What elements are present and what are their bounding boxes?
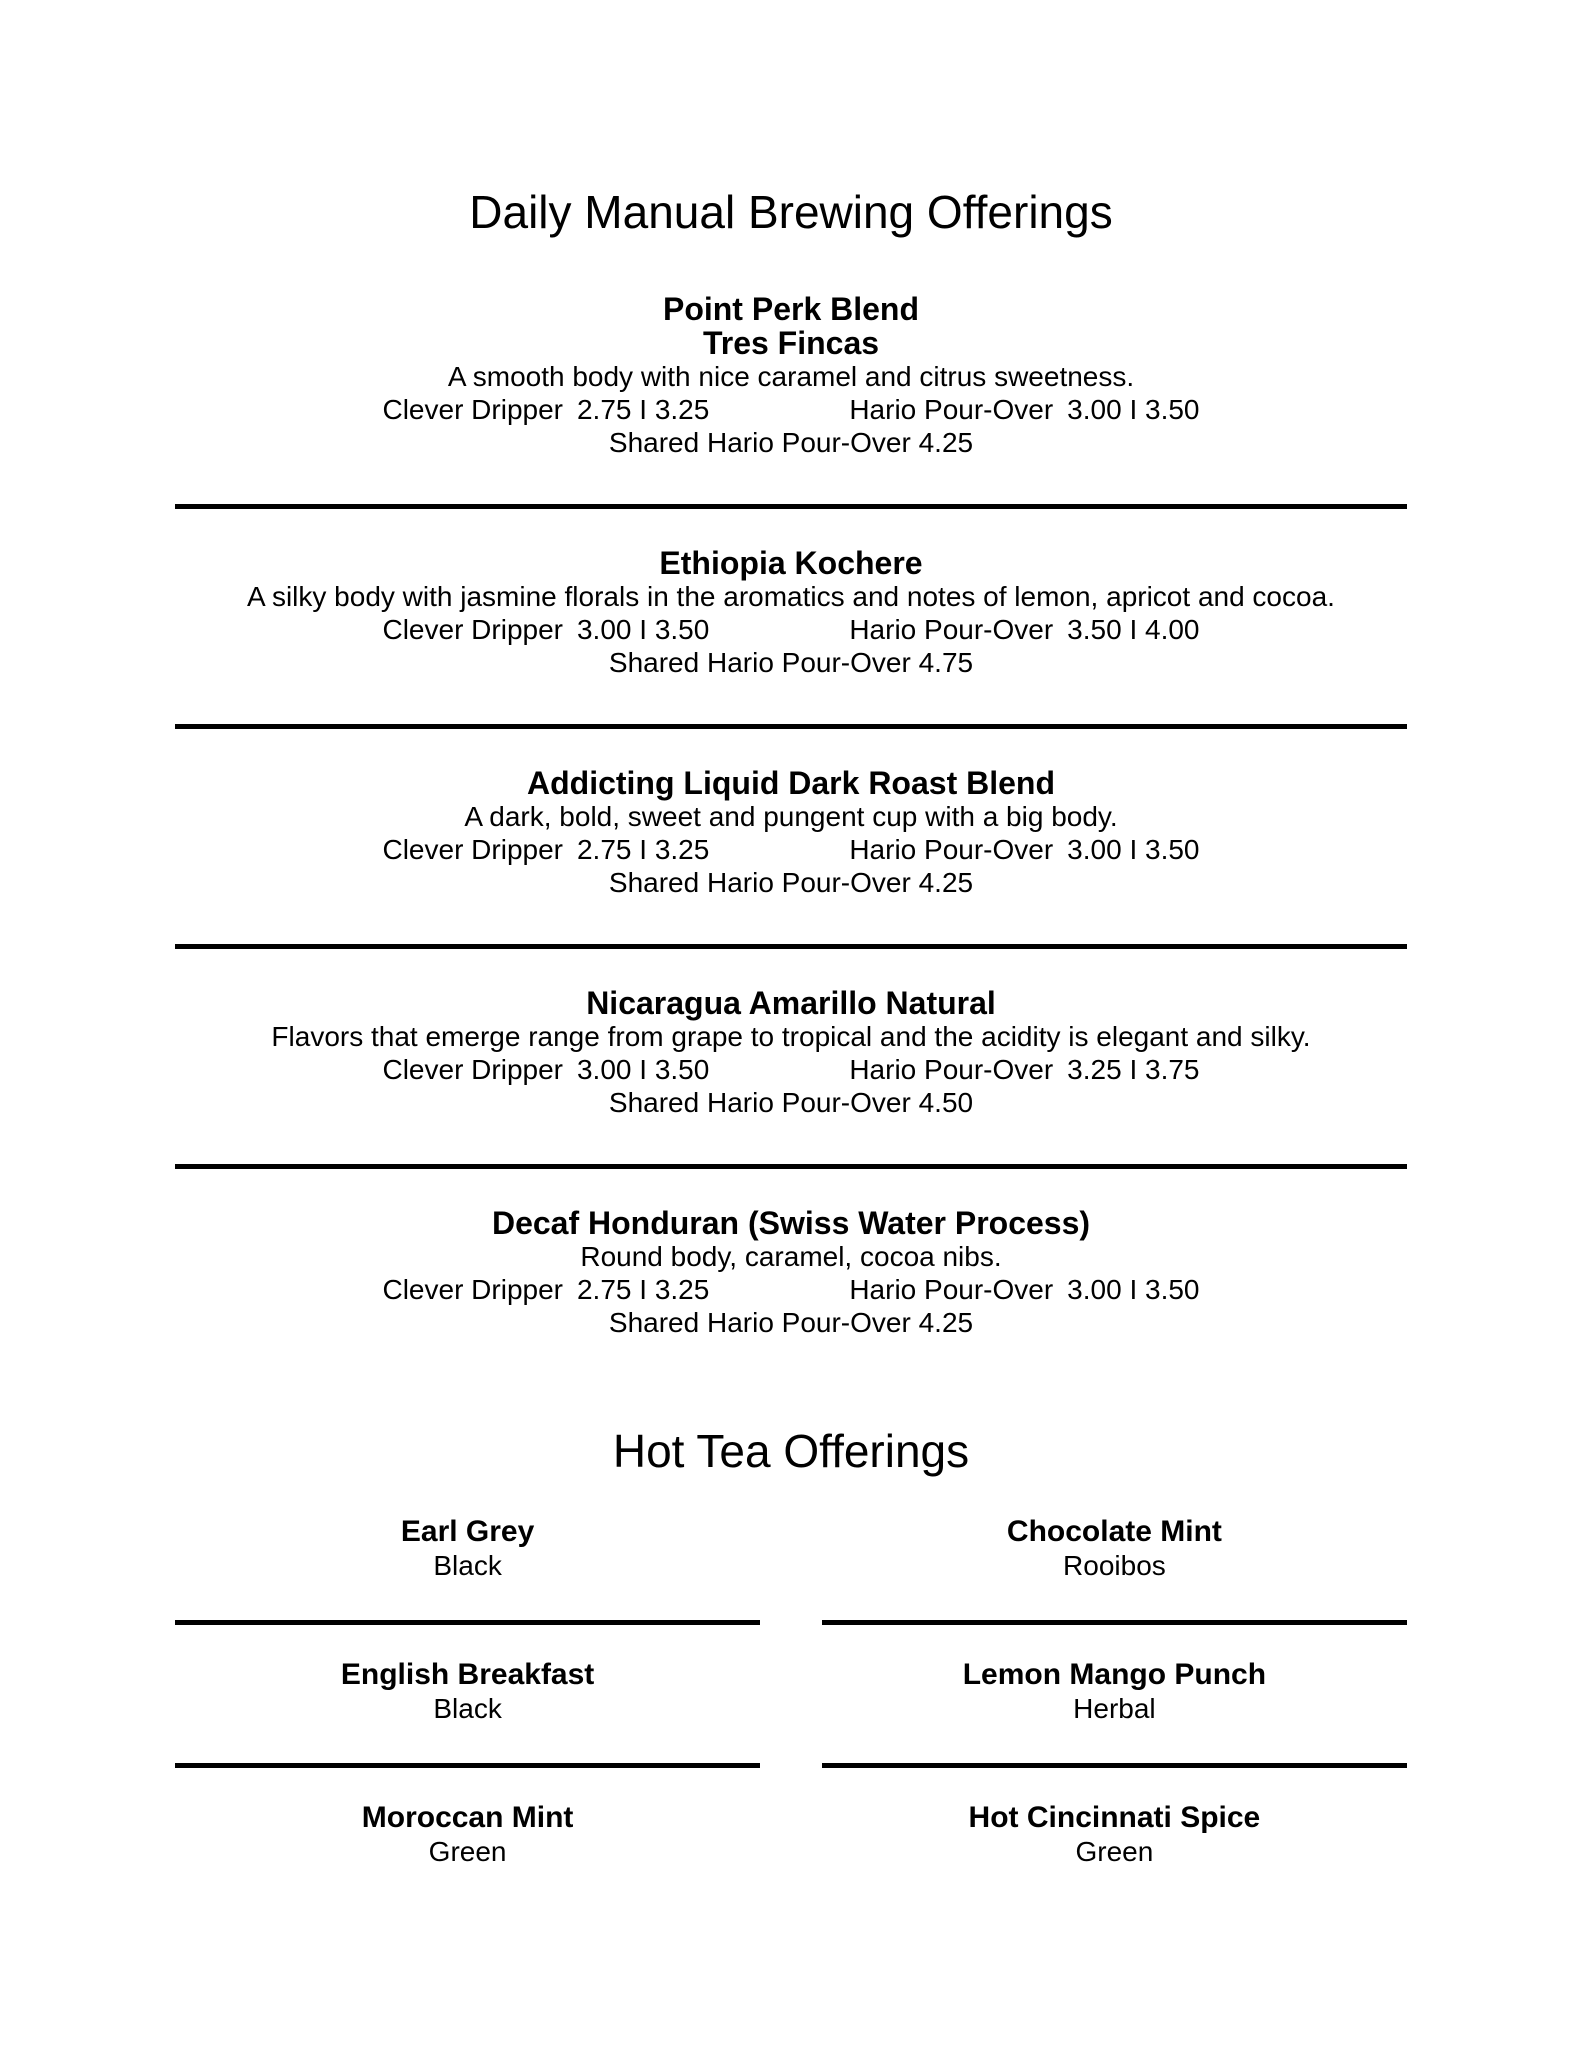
tea-type: Green xyxy=(428,1836,507,1867)
tea-divider xyxy=(175,1620,760,1625)
price-row xyxy=(175,1273,1407,1306)
price-row xyxy=(175,1053,1407,1086)
tea-type: Black xyxy=(433,1693,502,1724)
tea-name: Earl Grey xyxy=(400,1515,535,1548)
coffee-name: Nicaragua Amarillo Natural xyxy=(586,985,996,1021)
brew-method xyxy=(849,833,1199,866)
tea-name: Hot Cincinnati Spice xyxy=(968,1801,1261,1834)
tea-item xyxy=(175,1515,760,1582)
coffee-name: Decaf Honduran (Swiss Water Process) xyxy=(491,1205,1091,1241)
coffee-description: A dark, bold, sweet and pungent cup with a big body. xyxy=(464,801,1118,832)
coffee-name: Ethiopia Kochere xyxy=(659,545,923,581)
page-title: Daily Manual Brewing Offerings xyxy=(469,186,1113,238)
brew-method-label: Hario Pour-Over xyxy=(849,1274,1054,1305)
coffee-name: Addicting Liquid Dark Roast Blend xyxy=(526,765,1055,801)
section-divider xyxy=(175,504,1407,509)
tea-type: Herbal xyxy=(1073,1693,1156,1724)
tea-item xyxy=(822,1801,1407,1868)
tea-type: Rooibos xyxy=(1063,1550,1166,1581)
brew-method-price: 3.00 I 3.50 xyxy=(1067,394,1200,425)
tea-section-title: Hot Tea Offerings xyxy=(612,1425,970,1477)
tea-type: Green xyxy=(1075,1836,1154,1867)
tea-row xyxy=(175,1801,1407,1868)
brew-method-label: Hario Pour-Over xyxy=(849,1054,1054,1085)
brew-method xyxy=(382,1053,709,1086)
shared-price-line: Shared Hario Pour-Over 4.75 xyxy=(608,647,974,678)
coffee-name: Point Perk Blend xyxy=(662,291,920,327)
brew-method-price: 2.75 I 3.25 xyxy=(576,1274,710,1305)
tea-item xyxy=(822,1515,1407,1582)
coffee-section xyxy=(175,1206,1407,1339)
coffee-section xyxy=(175,292,1407,459)
tea-name: Moroccan Mint xyxy=(361,1801,574,1834)
tea-name: Lemon Mango Punch xyxy=(962,1658,1267,1691)
tea-divider xyxy=(822,1620,1407,1625)
brew-method-label: Hario Pour-Over xyxy=(849,614,1054,645)
tea-divider xyxy=(175,1763,760,1768)
brew-method-price: 2.75 I 3.25 xyxy=(576,394,710,425)
coffee-description: A smooth body with nice caramel and citrus sweetness. xyxy=(447,361,1135,392)
coffee-description: Round body, caramel, cocoa nibs. xyxy=(580,1241,1002,1272)
coffee-description: A silky body with jasmine florals in the aromatics and notes of lemon, apricot and cocoa. xyxy=(247,581,1335,612)
brew-method-price: 3.00 I 3.50 xyxy=(576,614,710,645)
price-row xyxy=(175,613,1407,646)
brew-method-price: 3.00 I 3.50 xyxy=(1067,834,1200,865)
brew-method-price: 3.00 I 3.50 xyxy=(576,1054,710,1085)
coffee-section xyxy=(175,766,1407,899)
brew-method xyxy=(382,393,709,426)
tea-name: Chocolate Mint xyxy=(1006,1515,1222,1548)
shared-price-line: Shared Hario Pour-Over 4.25 xyxy=(608,427,974,458)
section-divider xyxy=(175,724,1407,729)
brew-method-label: Clever Dripper xyxy=(382,614,563,645)
brew-method-price: 3.50 I 4.00 xyxy=(1067,614,1200,645)
tea-item xyxy=(175,1658,760,1725)
shared-price-line: Shared Hario Pour-Over 4.25 xyxy=(608,867,974,898)
brew-method xyxy=(382,833,709,866)
shared-price-line: Shared Hario Pour-Over 4.25 xyxy=(608,1307,974,1338)
price-row xyxy=(175,833,1407,866)
brew-method xyxy=(849,393,1199,426)
brew-method-label: Clever Dripper xyxy=(382,394,563,425)
tea-item xyxy=(822,1658,1407,1725)
coffee-section xyxy=(175,546,1407,679)
brew-method-label: Clever Dripper xyxy=(382,1054,563,1085)
brew-method xyxy=(382,613,709,646)
tea-row xyxy=(175,1658,1407,1725)
tea-type: Black xyxy=(433,1550,502,1581)
brew-method-price: 3.00 I 3.50 xyxy=(1067,1274,1200,1305)
price-row xyxy=(175,393,1407,426)
coffee-description: Flavors that emerge range from grape to tropical and the acidity is elegant and silky. xyxy=(271,1021,1311,1052)
brew-method-price: 3.25 I 3.75 xyxy=(1067,1054,1200,1085)
brew-method-label: Hario Pour-Over xyxy=(849,834,1054,865)
tea-divider-row xyxy=(175,1620,1407,1625)
brew-method-price: 2.75 I 3.25 xyxy=(576,834,710,865)
tea-row xyxy=(175,1515,1407,1582)
brew-method xyxy=(849,1053,1199,1086)
coffee-subtitle: Tres Fincas xyxy=(702,325,880,361)
tea-divider xyxy=(822,1763,1407,1768)
section-divider xyxy=(175,1164,1407,1169)
brew-method-label: Clever Dripper xyxy=(382,834,563,865)
coffee-section xyxy=(175,986,1407,1119)
menu-page xyxy=(175,0,1407,1868)
section-divider xyxy=(175,944,1407,949)
brew-method-label: Clever Dripper xyxy=(382,1274,563,1305)
shared-price-line: Shared Hario Pour-Over 4.50 xyxy=(608,1087,974,1118)
brew-method xyxy=(849,613,1199,646)
tea-name: English Breakfast xyxy=(340,1658,595,1691)
tea-divider-row xyxy=(175,1763,1407,1768)
brew-method xyxy=(382,1273,709,1306)
tea-item xyxy=(175,1801,760,1868)
brew-method xyxy=(849,1273,1199,1306)
brew-method-label: Hario Pour-Over xyxy=(849,394,1054,425)
